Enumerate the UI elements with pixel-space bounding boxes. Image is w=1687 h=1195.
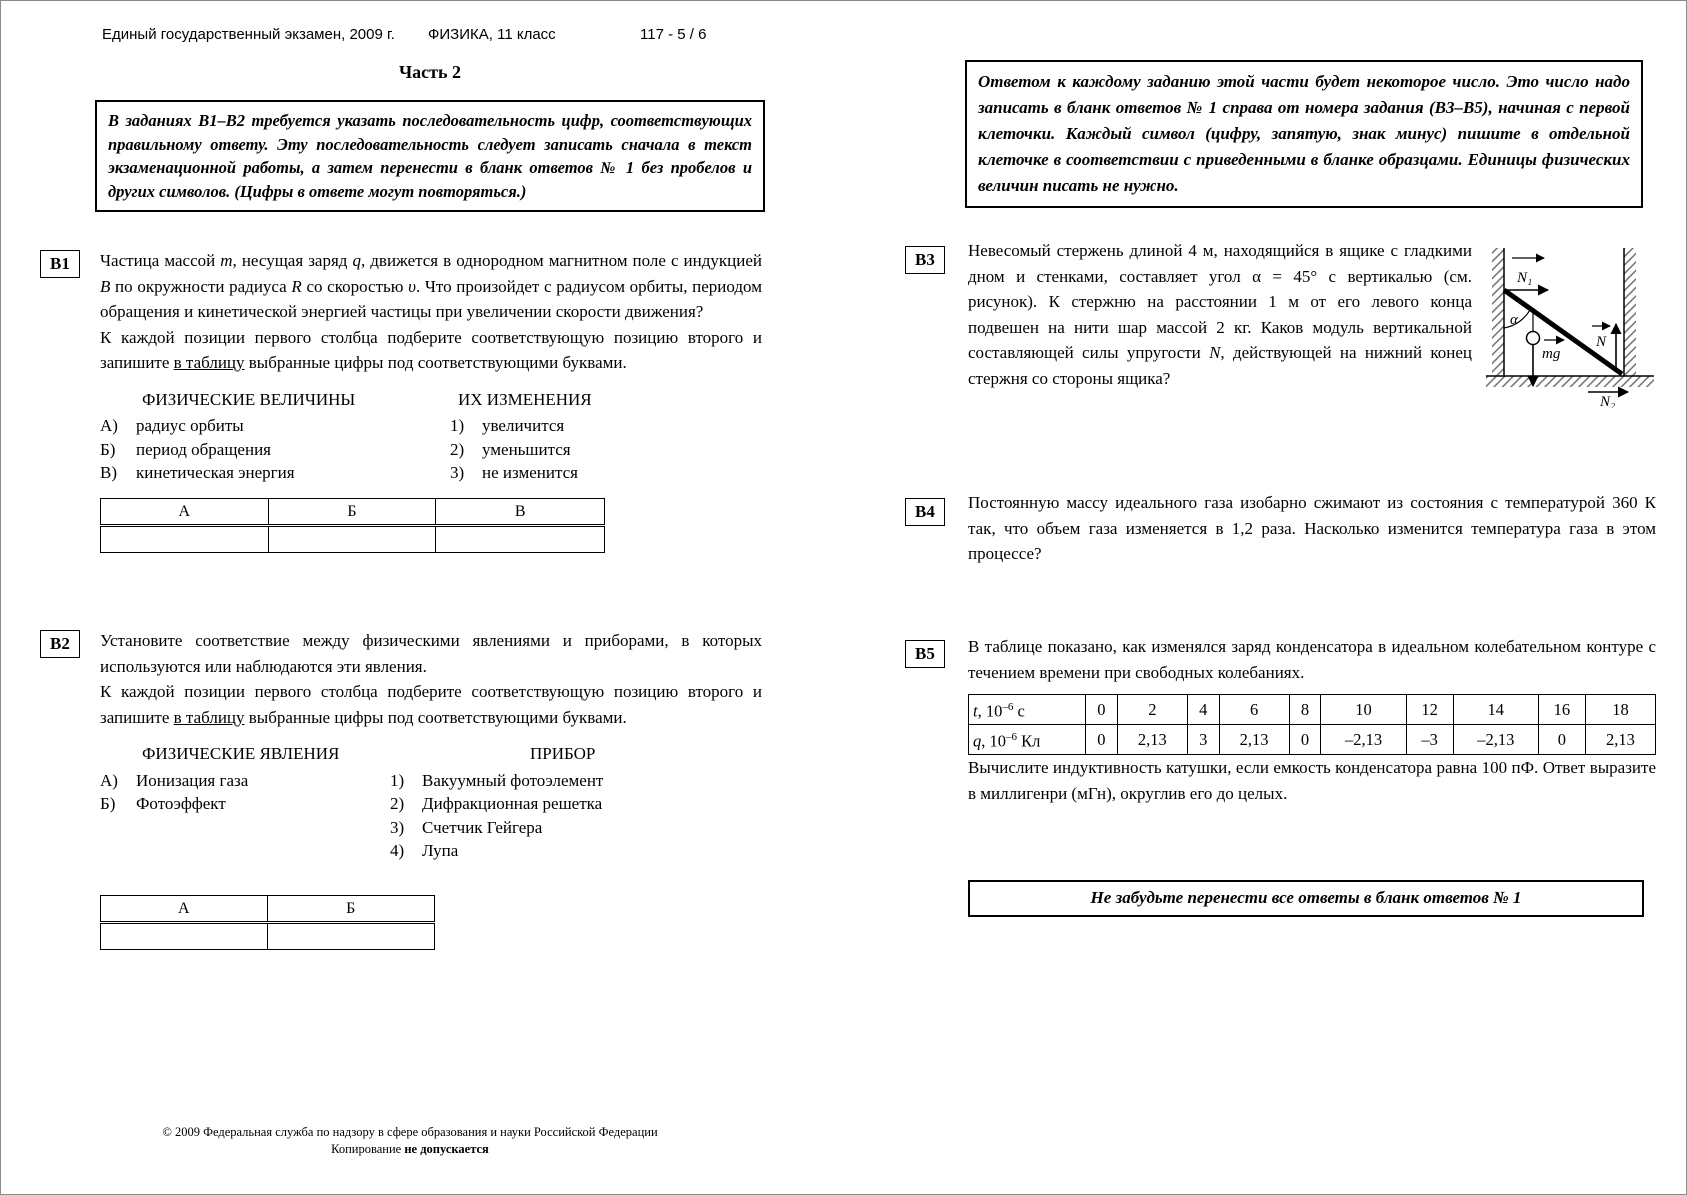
list-item [390, 816, 762, 840]
answer-header: Б [267, 895, 434, 923]
b5-t-value: 8 [1289, 695, 1321, 725]
answer-header: А [101, 895, 268, 923]
task-b3-badge: В3 [905, 246, 945, 274]
item-key: 2) [390, 794, 405, 813]
b5-q-value: 0 [1538, 725, 1585, 755]
task-b5 [895, 634, 1665, 806]
b5-t-value: 14 [1453, 695, 1538, 725]
match-seg-underlined: в таблицу [173, 353, 245, 372]
list-item [100, 792, 390, 816]
n2-label: N₂ [1600, 394, 1616, 408]
left-wall [1492, 248, 1504, 376]
b5-t-value: 18 [1585, 695, 1655, 725]
instruction-box-b3-b5: Ответом к каждому заданию этой части будет некоторое число. Это число надо записать в бланк ответов № 1 справа от номера задания (В3–В5), начиная с первой клеточки. Каждый символ (цифру, запятую, знак минус) пишите в отдельной клеточке в соответствии с приведенными в бланке образцами. Единицы физических величин писать не нужно. [965, 60, 1643, 208]
b1-text-seg: . Что произойдет с радиусом орбиты, периодом обращения и кинетической энергией частицы при увеличении скорости движения? [100, 276, 762, 321]
b5-data-table [968, 694, 1656, 755]
item-text: уменьшится [482, 439, 571, 459]
answer-cell [268, 526, 436, 553]
b2-devices-column [390, 742, 762, 863]
item-text: Дифракционная решетка [422, 794, 603, 813]
n1-label: N₁ [1517, 270, 1533, 286]
page-footer [75, 1124, 745, 1158]
b5-time-label [969, 695, 1086, 725]
task-b5-outro: Вычислите индуктивность катушки, если емкость конденсатора равна 100 пФ. Ответ выразите в миллигенри (мГн), округлив его до целых. [968, 758, 1656, 803]
task-b1 [30, 248, 790, 553]
label-unit: с [1013, 701, 1025, 721]
task-b5-text: В таблице показано, как изменялся заряд конденсатора в идеальном колебательном контуре с течением времени при свободных колебаниях. [968, 637, 1656, 682]
b1-text-seg: по окружности радиуса [110, 276, 292, 296]
footer-seg-bold: не допускается [404, 1142, 489, 1156]
b3-text-seg: , действующей на нижний конец стержня со стороны ящика? [968, 343, 1472, 388]
rod [1504, 290, 1622, 374]
list-item [450, 438, 762, 462]
list-item [100, 414, 450, 438]
b5-charge-row [969, 725, 1656, 755]
b1-text-seg: , движется в однородном магнитном поле с индукцией [360, 251, 763, 270]
task-b4-text: Постоянную массу идеального газа изобарно сжимают из состояния с температурой 360 К так, что объем газа изменяется в 1,2 раза. Насколько изменится температура газа в этом процессе? [968, 493, 1656, 563]
item-key: 4) [390, 841, 405, 860]
b5-t-value: 4 [1187, 695, 1219, 725]
b1-changes-column [450, 388, 762, 485]
b5-t-value: 6 [1219, 695, 1289, 725]
match-seg: К каждой позиции первого столбца подберите соответствующую позицию второго и запишите [100, 327, 762, 372]
item-key: 3) [450, 463, 465, 482]
b1-answer-table [100, 498, 605, 554]
b5-t-value: 16 [1538, 695, 1585, 725]
b1-var-m: m [220, 251, 233, 270]
item-text: Счетчик Гейгера [422, 817, 543, 837]
item-key: В) [100, 463, 117, 482]
match-seg-underlined: в таблицу [173, 707, 245, 727]
b1-var-R: R [291, 276, 302, 296]
task-b4-badge: В4 [905, 498, 945, 526]
answer-cell [101, 923, 268, 950]
label-mid: , 10 [981, 731, 1006, 751]
task-b2 [30, 628, 790, 950]
item-text: Фотоэффект [136, 794, 226, 813]
t-symbol: t [973, 701, 978, 721]
item-key: 3) [390, 817, 405, 837]
answer-cell [101, 526, 269, 553]
task-b2-text: Установите соответствие между физическими явлениями и приборами, в которых используются или наблюдаются эти явления. [100, 631, 762, 676]
list-item [100, 769, 390, 793]
instruction-box-b1-b2: В заданиях В1–В2 требуется указать последовательность цифр, соответствующих правильному ответу. Эту последовательность следует записать сначала в текст экзаменационной работы, а затем перенести в бланк ответов № 1 без пробелов и других символов. (Цифры в ответе могут повторяться.) [95, 100, 765, 212]
b2-col1-header: ФИЗИЧЕСКИЕ ЯВЛЕНИЯ [142, 744, 340, 763]
footer-copy-warning [75, 1141, 745, 1158]
transfer-answers-note: Не забудьте перенести все ответы в бланк ответов № 1 [968, 880, 1644, 917]
item-text: Вакуумный фотоэлемент [422, 770, 604, 790]
b5-q-value: –3 [1406, 725, 1453, 755]
floor [1486, 376, 1654, 387]
header-subject: ФИЗИКА, 11 класс [428, 26, 556, 43]
b5-t-value: 12 [1406, 695, 1453, 725]
b5-q-value: 2,13 [1117, 725, 1187, 755]
task-b5-badge: В5 [905, 640, 945, 668]
item-text: радиус орбиты [136, 416, 244, 435]
b5-q-value: 2,13 [1585, 725, 1655, 755]
item-text: Лупа [422, 841, 459, 860]
b5-time-row [969, 695, 1656, 725]
item-text: увеличится [482, 416, 565, 435]
list-item [390, 769, 762, 793]
b1-text-seg: со скоростью [301, 276, 409, 296]
b2-match-columns [100, 742, 762, 863]
list-item [100, 438, 450, 462]
b1-col1-header: ФИЗИЧЕСКИЕ ВЕЛИЧИНЫ [142, 389, 356, 409]
task-b1-text [100, 248, 762, 325]
q-symbol: q [973, 731, 982, 751]
header-exam-title: Единый государственный экзамен, 2009 г. [102, 26, 395, 43]
item-key: А) [100, 770, 118, 790]
b5-t-value: 0 [1086, 695, 1118, 725]
b5-q-value: 2,13 [1219, 725, 1289, 755]
b5-t-value: 10 [1321, 695, 1406, 725]
n-label: N [1596, 334, 1607, 350]
b1-var-q: q [352, 251, 361, 270]
item-text: период обращения [136, 439, 271, 459]
list-item [450, 414, 762, 438]
item-text: Ионизация газа [136, 770, 249, 790]
item-key: 2) [450, 439, 465, 459]
b2-answer-table [100, 895, 435, 951]
mg-label: mg [1542, 346, 1561, 362]
b1-var-B: B [100, 276, 111, 296]
task-b1-badge: В1 [40, 250, 80, 278]
item-key: Б) [100, 794, 116, 813]
list-item [100, 461, 450, 485]
right-page [895, 0, 1665, 1195]
list-item [450, 461, 762, 485]
b2-phenomena-column [100, 742, 390, 863]
b5-q-value: –2,13 [1453, 725, 1538, 755]
right-wall [1624, 248, 1636, 376]
b5-q-value: 0 [1289, 725, 1321, 755]
b3-figure-diagram [1484, 240, 1656, 408]
item-key: 1) [390, 770, 405, 790]
b3-text-seg: Невесомый стержень длиной 4 м, находящийся в ящике с гладкими дном и стенками, составляет угол α = 45° с вертикалью (см. рисунок). К стержню на расстоянии 1 м от его левого конца подвешен на нити шар массой 2 кг. Каков модуль вертикальной составляющей силы упругости [968, 241, 1472, 362]
b1-col2-header: ИХ ИЗМЕНЕНИЯ [458, 389, 592, 409]
b5-q-value: –2,13 [1321, 725, 1406, 755]
b5-charge-label [969, 725, 1086, 755]
header-page-code: 117 - 5 / 6 [640, 26, 707, 43]
match-seg: выбранные цифры под соответствующими буквами. [244, 353, 627, 372]
left-page [30, 0, 790, 1195]
item-key: 1) [450, 416, 465, 435]
b2-match-instruction [100, 679, 762, 730]
footer-seg: Копирование [331, 1142, 405, 1156]
item-text: кинетическая энергия [136, 463, 295, 482]
list-item [390, 792, 762, 816]
task-b3 [895, 238, 1665, 412]
ball [1527, 332, 1540, 345]
answer-cell [267, 923, 434, 950]
item-key: А) [100, 416, 118, 435]
item-text: не изменится [482, 463, 578, 482]
match-seg: К каждой позиции первого столбца подберите соответствующую позицию второго и запишите [100, 682, 762, 727]
label-mid: , 10 [977, 701, 1003, 721]
label-unit: Кл [1017, 731, 1041, 751]
b1-quantities-column [100, 388, 450, 485]
b1-match-instruction [100, 325, 762, 376]
part-title: Часть 2 [398, 62, 462, 82]
answer-header: А [101, 498, 269, 526]
answer-header: В [436, 498, 605, 526]
item-key: Б) [100, 439, 116, 459]
alpha-label: α [1510, 312, 1518, 328]
match-seg: выбранные цифры под соответствующими буквами. [244, 707, 627, 727]
task-b4 [895, 490, 1665, 567]
answer-cell [436, 526, 605, 553]
task-b2-badge: В2 [40, 630, 80, 658]
b5-t-value: 2 [1117, 695, 1187, 725]
b1-var-v: υ [408, 276, 416, 296]
b5-q-value: 0 [1086, 725, 1118, 755]
b3-var-N: N [1209, 343, 1221, 362]
b2-col2-header: ПРИБОР [530, 744, 596, 763]
label-exp: –6 [1002, 701, 1014, 713]
answer-header: Б [268, 498, 436, 526]
b1-text-seg: Частица массой [100, 251, 221, 270]
b1-text-seg: , несущая заряд [232, 251, 353, 270]
b1-match-columns [100, 388, 762, 485]
label-exp: –6 [1006, 731, 1017, 743]
footer-copyright: © 2009 Федеральная служба по надзору в сфере образования и науки Российской Федерации [162, 1125, 658, 1139]
list-item [390, 839, 762, 863]
b5-q-value: 3 [1187, 725, 1219, 755]
